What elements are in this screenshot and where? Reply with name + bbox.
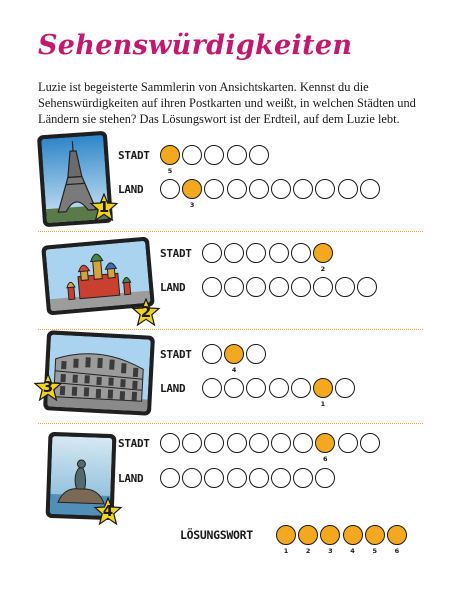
letter-cell[interactable] [227,179,247,199]
letter-cell[interactable] [182,468,202,488]
answer-letter-cell[interactable] [343,525,363,555]
letter-cell[interactable] [313,378,333,408]
letter-cell[interactable] [182,179,202,209]
answer-letter-cell[interactable] [365,525,385,555]
letter-cell[interactable] [249,145,269,165]
stadt-row [118,144,269,175]
solution-index: 2 [305,547,311,555]
letter-cell[interactable] [338,433,358,453]
answer-label: LÖSUNGSWORT [180,528,253,542]
stadt-row [118,432,380,463]
letter-cell[interactable] [160,433,180,453]
letter-cell[interactable] [204,179,224,199]
letter-cell[interactable] [160,468,180,488]
answer-row [276,524,407,555]
solution-index: 1 [283,547,289,555]
letter-cell[interactable] [202,378,222,398]
row-label: LAND [118,182,144,196]
letter-cell[interactable] [271,179,291,199]
letter-cell[interactable] [293,179,313,199]
page-title: Sehenswürdigkeiten [38,30,353,61]
letter-cell[interactable] [160,179,180,199]
letter-cell[interactable] [224,277,244,297]
letter-cells [202,378,355,408]
card-number-star [93,497,123,527]
row-label: STADT [118,436,150,450]
row-label: STADT [160,347,192,361]
letter-cell[interactable] [249,433,269,453]
land-row [160,377,355,408]
letter-cell[interactable] [269,243,289,263]
row-label: LAND [118,471,144,485]
letter-cell[interactable] [202,344,222,364]
row-label: STADT [118,148,150,162]
letter-cell[interactable] [293,468,313,488]
letter-cells [202,277,377,297]
solution-index: 5 [372,547,378,555]
letter-cell[interactable] [315,179,335,199]
section-divider [38,329,423,330]
letter-cell[interactable] [160,145,180,175]
solution-index: 3 [189,201,195,209]
row-label: STADT [160,246,192,260]
letter-cell[interactable] [204,468,224,488]
card-number-star [89,193,119,223]
letter-cell[interactable] [315,468,335,488]
letter-cell[interactable] [227,433,247,453]
solution-index: 6 [323,455,328,463]
letter-cell[interactable] [204,145,224,165]
card-number: 3 [42,378,54,396]
row-label: LAND [160,381,186,395]
section-divider [38,423,423,424]
answer-cells [276,525,407,555]
letter-cell[interactable] [224,378,244,398]
land-row [118,178,380,209]
letter-cell[interactable] [335,277,355,297]
letter-cell[interactable] [338,179,358,199]
letter-cell[interactable] [224,344,244,374]
letter-cell[interactable] [224,243,244,263]
letter-cells [160,145,269,175]
card-number: 4 [102,502,114,520]
solution-index: 2 [320,265,326,273]
letter-cell[interactable] [202,277,222,297]
row-label: LAND [160,280,186,294]
land-row [160,276,377,298]
letter-cell[interactable] [246,344,266,364]
card-number: 2 [140,303,152,321]
solution-index: 4 [231,366,237,374]
letter-cells [160,179,380,209]
letter-cell[interactable] [313,243,333,273]
letter-cell[interactable] [182,433,202,453]
answer-letter-cell[interactable] [320,525,340,555]
letter-cell[interactable] [315,433,335,463]
letter-cells [160,468,335,488]
letter-cell[interactable] [269,378,289,398]
card-number-star [33,373,63,403]
solution-index: 4 [350,547,355,555]
section-divider [38,231,423,232]
letter-cell[interactable] [291,243,311,263]
letter-cell[interactable] [182,145,202,165]
letter-cell[interactable] [227,145,247,165]
solution-index: 1 [320,400,326,408]
letter-cell[interactable] [246,277,266,297]
letter-cell[interactable] [360,433,380,453]
card-number-star [131,298,161,328]
letter-cell[interactable] [313,277,333,297]
solution-index: 3 [328,547,333,555]
solution-index: 6 [394,547,400,555]
intro-text: Luzie ist begeisterte Sammlerin von Ansichtskarten. Kennst du die Sehenswürdigkeiten auf ihren Postkarten und weißt, in welchen Städten und Ländern sie stehen? Das Lösungswort ist der Erdteil, auf dem Luzie lebt. [38,80,416,126]
letter-cell[interactable] [204,433,224,453]
letter-cell[interactable] [269,277,289,297]
letter-cell[interactable] [246,243,266,263]
letter-cell[interactable] [291,277,311,297]
letter-cell[interactable] [357,277,377,297]
letter-cell[interactable] [293,433,313,453]
letter-cells [160,433,380,463]
land-row [118,467,335,489]
stadt-row [160,343,266,374]
letter-cell[interactable] [291,378,311,398]
stadt-row [160,242,333,273]
letter-cells [202,243,333,273]
solution-index: 5 [167,167,173,175]
letter-cell[interactable] [271,468,291,488]
answer-letter-cell[interactable] [276,525,296,555]
letter-cell[interactable] [202,243,222,263]
letter-cell[interactable] [246,378,266,398]
letter-cell[interactable] [249,179,269,199]
letter-cell[interactable] [227,468,247,488]
letter-cells [202,344,266,374]
card-number: 1 [98,198,110,216]
answer-letter-cell[interactable] [298,525,318,555]
letter-cell[interactable] [271,433,291,453]
answer-letter-cell[interactable] [387,525,407,555]
letter-cell[interactable] [335,378,355,398]
letter-cell[interactable] [249,468,269,488]
letter-cell[interactable] [360,179,380,199]
